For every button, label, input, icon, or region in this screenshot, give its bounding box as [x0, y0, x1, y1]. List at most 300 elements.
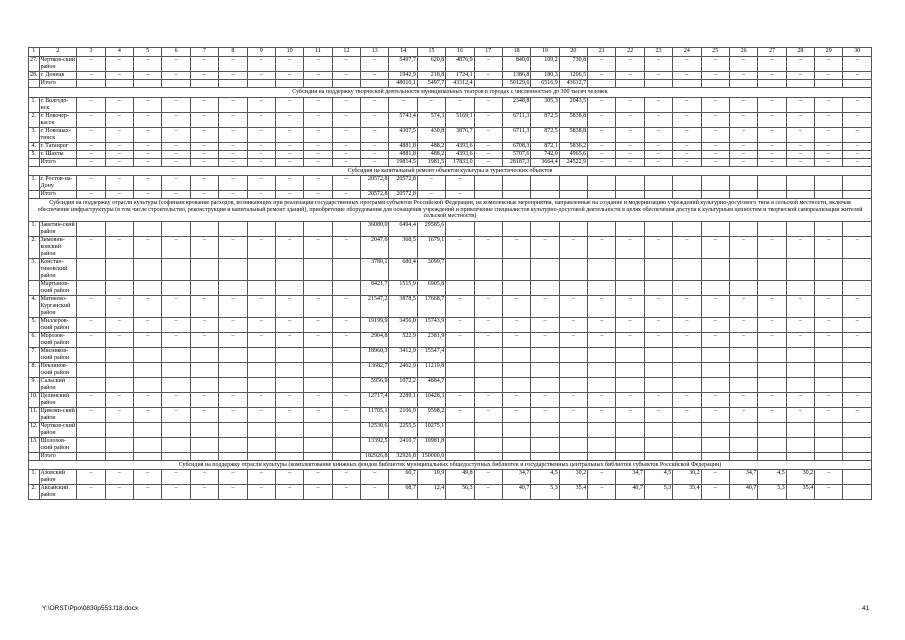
value-cell: – — [134, 112, 162, 127]
value-cell — [446, 452, 474, 460]
value-cell — [502, 362, 530, 377]
value-cell: – — [531, 236, 559, 258]
value-cell — [588, 362, 616, 377]
value-cell: 34,7 — [729, 470, 757, 485]
value-cell: – — [815, 295, 843, 317]
section-title-row — [29, 460, 872, 470]
value-cell — [190, 422, 218, 437]
value-cell — [502, 176, 530, 191]
value-cell: – — [644, 392, 672, 407]
value-cell — [332, 422, 360, 437]
value-cell: – — [219, 236, 247, 258]
value-cell: – — [786, 142, 814, 150]
value-cell: – — [758, 236, 786, 258]
value-cell: – — [190, 72, 218, 80]
value-cell: – — [786, 317, 814, 332]
table-row — [29, 452, 872, 460]
value-cell: 34,7 — [502, 470, 530, 485]
value-cell — [815, 221, 843, 236]
row-number: 5. — [29, 317, 40, 332]
value-cell: – — [843, 158, 872, 166]
value-cell — [332, 258, 360, 280]
value-cell: – — [815, 407, 843, 422]
value-cell: – — [644, 127, 672, 142]
value-cell: – — [77, 332, 105, 347]
row-number: 4. — [29, 142, 40, 150]
value-cell: 872,1 — [531, 142, 559, 150]
row-number — [29, 280, 40, 295]
value-cell: 19199,9 — [361, 317, 389, 332]
row-name: Итого — [39, 80, 77, 88]
row-name: Сальский район — [39, 377, 77, 392]
table-row — [29, 80, 872, 88]
value-cell: 872,5 — [531, 112, 559, 127]
value-cell: 730,8 — [559, 57, 587, 72]
value-cell: – — [247, 142, 275, 150]
row-number: 13. — [29, 437, 40, 452]
row-name: Итого — [39, 191, 77, 199]
value-cell: 1072,2 — [389, 377, 417, 392]
value-cell: – — [219, 127, 247, 142]
value-cell: – — [673, 72, 701, 80]
value-cell: – — [77, 407, 105, 422]
value-cell — [474, 221, 502, 236]
value-cell: 430,8 — [417, 127, 445, 142]
table-row — [29, 112, 872, 127]
value-cell: – — [134, 191, 162, 199]
row-name: Мясников-ский район — [39, 347, 77, 362]
value-cell: – — [815, 142, 843, 150]
value-cell — [275, 80, 303, 88]
value-cell — [559, 258, 587, 280]
value-cell: 40,7 — [729, 485, 757, 500]
value-cell — [729, 422, 757, 437]
value-cell — [701, 422, 729, 437]
value-cell: – — [758, 317, 786, 332]
value-cell: – — [219, 158, 247, 166]
value-cell: – — [588, 317, 616, 332]
value-cell: – — [361, 57, 389, 72]
value-cell: – — [190, 142, 218, 150]
value-cell: – — [474, 97, 502, 112]
value-cell: – — [304, 392, 332, 407]
value-cell — [531, 422, 559, 437]
row-number: 4. — [29, 295, 40, 317]
value-cell: – — [673, 112, 701, 127]
value-cell: – — [474, 236, 502, 258]
table-row — [29, 407, 872, 422]
value-cell — [531, 437, 559, 452]
value-cell: 50129,6 — [502, 80, 530, 88]
value-cell: 40,7 — [616, 485, 644, 500]
value-cell — [644, 221, 672, 236]
value-cell: – — [446, 236, 474, 258]
value-cell: – — [843, 97, 872, 112]
value-cell: – — [701, 470, 729, 485]
row-name: Зимовни-ковский район — [39, 236, 77, 258]
value-cell — [332, 280, 360, 295]
value-cell: – — [304, 72, 332, 80]
value-cell: 1981,5 — [417, 158, 445, 166]
value-cell: 305,3 — [531, 97, 559, 112]
value-cell: – — [134, 127, 162, 142]
value-cell: – — [417, 97, 445, 112]
value-cell: – — [644, 97, 672, 112]
value-cell — [219, 221, 247, 236]
value-cell — [275, 347, 303, 362]
value-cell — [446, 377, 474, 392]
value-cell: 24522,9 — [559, 158, 587, 166]
value-cell: 30,2 — [559, 470, 587, 485]
value-cell: – — [304, 332, 332, 347]
value-cell: 4307,5 — [389, 127, 417, 142]
value-cell — [758, 377, 786, 392]
value-cell: 182926,8 — [361, 452, 389, 460]
value-cell: – — [162, 470, 190, 485]
value-cell — [531, 280, 559, 295]
value-cell: 21547,2 — [361, 295, 389, 317]
table-row — [29, 470, 872, 485]
value-cell: – — [502, 332, 530, 347]
value-cell: – — [190, 57, 218, 72]
value-cell — [474, 280, 502, 295]
value-cell: – — [758, 150, 786, 158]
value-cell — [531, 377, 559, 392]
value-cell — [758, 221, 786, 236]
value-cell: – — [304, 236, 332, 258]
value-cell: – — [332, 72, 360, 80]
value-cell — [616, 347, 644, 362]
value-cell: – — [332, 150, 360, 158]
value-cell: – — [588, 112, 616, 127]
value-cell — [843, 347, 872, 362]
table-row — [29, 221, 872, 236]
value-cell — [701, 377, 729, 392]
value-cell — [446, 362, 474, 377]
value-cell — [559, 362, 587, 377]
value-cell — [502, 452, 530, 460]
table-row — [29, 347, 872, 362]
row-name: Итого — [39, 452, 77, 460]
value-cell: – — [588, 142, 616, 150]
value-cell — [644, 422, 672, 437]
row-number: 12. — [29, 422, 40, 437]
value-cell: – — [247, 112, 275, 127]
section-title-row — [29, 199, 872, 222]
value-cell: 3876,7 — [446, 127, 474, 142]
value-cell — [332, 437, 360, 452]
value-cell: – — [474, 485, 502, 500]
value-cell: – — [644, 158, 672, 166]
value-cell: 68,7 — [389, 485, 417, 500]
value-cell — [77, 437, 105, 452]
value-cell: – — [304, 142, 332, 150]
column-number-cell: 8 — [219, 48, 247, 57]
value-cell — [162, 452, 190, 460]
value-cell: 4881,8 — [389, 142, 417, 150]
value-cell: 5497,7 — [389, 57, 417, 72]
value-cell: – — [361, 142, 389, 150]
value-cell — [332, 80, 360, 88]
value-cell: 3099,7 — [417, 258, 445, 280]
value-cell: – — [247, 150, 275, 158]
value-cell: – — [275, 485, 303, 500]
value-cell — [474, 422, 502, 437]
value-cell — [77, 280, 105, 295]
value-cell: – — [616, 158, 644, 166]
value-cell: – — [361, 150, 389, 158]
value-cell: – — [644, 236, 672, 258]
value-cell: 872,5 — [531, 127, 559, 142]
value-cell — [446, 422, 474, 437]
value-cell: – — [616, 72, 644, 80]
value-cell — [843, 422, 872, 437]
value-cell — [304, 362, 332, 377]
row-number: 8. — [29, 362, 40, 377]
value-cell — [531, 221, 559, 236]
value-cell: 19814,5 — [389, 158, 417, 166]
value-cell: – — [190, 332, 218, 347]
value-cell — [134, 422, 162, 437]
value-cell: 840,0 — [502, 57, 530, 72]
value-cell: – — [729, 127, 757, 142]
value-cell: – — [843, 150, 872, 158]
value-cell: – — [134, 317, 162, 332]
value-cell: 742,0 — [531, 150, 559, 158]
value-cell — [304, 280, 332, 295]
value-cell: 35,4 — [786, 485, 814, 500]
value-cell — [616, 80, 644, 88]
value-cell — [588, 176, 616, 191]
value-cell: 40,7 — [502, 485, 530, 500]
value-cell — [729, 280, 757, 295]
value-cell: – — [474, 57, 502, 72]
value-cell: – — [502, 317, 530, 332]
value-cell: – — [701, 57, 729, 72]
value-cell: 1679,1 — [417, 236, 445, 258]
row-number — [29, 158, 40, 166]
value-cell: – — [729, 392, 757, 407]
value-cell: – — [616, 407, 644, 422]
value-cell: – — [644, 57, 672, 72]
value-cell: 5169,1 — [446, 112, 474, 127]
value-cell — [474, 452, 502, 460]
column-number-cell: 26 — [729, 48, 757, 57]
value-cell: 3412,9 — [389, 347, 417, 362]
value-cell — [219, 347, 247, 362]
value-cell: – — [758, 57, 786, 72]
column-number-cell: 30 — [843, 48, 872, 57]
value-cell: – — [105, 392, 133, 407]
value-cell: – — [105, 407, 133, 422]
value-cell: – — [219, 97, 247, 112]
value-cell: – — [502, 236, 530, 258]
value-cell — [673, 452, 701, 460]
value-cell — [502, 347, 530, 362]
value-cell: – — [588, 97, 616, 112]
value-cell — [162, 437, 190, 452]
value-cell — [531, 191, 559, 199]
value-cell: – — [77, 72, 105, 80]
column-number-cell: 2 — [39, 48, 77, 57]
value-cell: – — [758, 332, 786, 347]
value-cell: 20572,8 — [361, 176, 389, 191]
value-cell — [275, 280, 303, 295]
value-cell — [474, 362, 502, 377]
value-cell: – — [275, 176, 303, 191]
value-cell: – — [815, 57, 843, 72]
value-cell: 488,2 — [417, 142, 445, 150]
value-cell: – — [219, 191, 247, 199]
value-cell: – — [361, 97, 389, 112]
column-number-cell: 7 — [190, 48, 218, 57]
value-cell: 6905,8 — [417, 280, 445, 295]
value-cell: – — [247, 97, 275, 112]
value-cell: 15743,9 — [417, 317, 445, 332]
value-cell: – — [219, 392, 247, 407]
row-number: 3. — [29, 258, 40, 280]
value-cell: – — [758, 97, 786, 112]
value-cell: – — [247, 176, 275, 191]
value-cell: – — [361, 112, 389, 127]
value-cell: – — [588, 127, 616, 142]
value-cell: – — [644, 295, 672, 317]
value-cell: – — [219, 317, 247, 332]
value-cell: – — [843, 112, 872, 127]
value-cell: – — [105, 112, 133, 127]
value-cell — [105, 258, 133, 280]
value-cell: 488,2 — [417, 150, 445, 158]
column-number-cell: 20 — [559, 48, 587, 57]
value-cell — [190, 80, 218, 88]
value-cell: – — [219, 57, 247, 72]
value-cell: – — [105, 332, 133, 347]
value-cell — [588, 280, 616, 295]
value-cell — [474, 377, 502, 392]
value-cell: – — [162, 176, 190, 191]
value-cell — [77, 80, 105, 88]
value-cell: – — [758, 72, 786, 80]
value-cell: – — [701, 97, 729, 112]
value-cell: 5707,6 — [502, 150, 530, 158]
value-cell — [134, 347, 162, 362]
value-cell — [701, 221, 729, 236]
value-cell: – — [786, 112, 814, 127]
value-cell: – — [673, 127, 701, 142]
value-cell — [616, 176, 644, 191]
value-cell: – — [729, 407, 757, 422]
value-cell — [815, 258, 843, 280]
value-cell: – — [275, 142, 303, 150]
value-cell — [502, 422, 530, 437]
value-cell — [559, 377, 587, 392]
section-title-row — [29, 88, 872, 98]
value-cell — [559, 191, 587, 199]
value-cell — [701, 80, 729, 88]
value-cell: 2410,7 — [389, 437, 417, 452]
value-cell: – — [815, 112, 843, 127]
value-cell: – — [786, 127, 814, 142]
value-cell — [616, 280, 644, 295]
value-cell — [786, 422, 814, 437]
value-cell: – — [559, 236, 587, 258]
value-cell: – — [559, 317, 587, 332]
value-cell: – — [588, 57, 616, 72]
table-row — [29, 392, 872, 407]
value-cell — [673, 347, 701, 362]
value-cell: 2255,5 — [389, 422, 417, 437]
value-cell: – — [134, 485, 162, 500]
value-cell — [190, 221, 218, 236]
value-cell: – — [77, 295, 105, 317]
value-cell: 522,9 — [389, 332, 417, 347]
value-cell: – — [446, 317, 474, 332]
value-cell — [843, 191, 872, 199]
value-cell: 2043,5 — [559, 97, 587, 112]
section-title: Субсидия на поддержку отрасли культуры (софинансирование расходов, возникающих при реализации государственных программ субъектов Российской Федерации, на комплексные мероприятия, направленные на создание и модернизацию учреждений культурно-досугового типа в сельской местности, включая обеспечение инфраструктуры (в том числе строительство, реконструкция и капитальный ремонт зданий), приобретение оборудования для оснащения учреждений и привлечение специалистов культурно-досуговой деятельности в целях обеспечения доступа к культурным ценностям и творческой самореализации жителей сельской местности) — [29, 199, 872, 222]
value-cell — [304, 221, 332, 236]
value-cell — [815, 191, 843, 199]
column-number-cell: 18 — [502, 48, 530, 57]
value-cell: – — [701, 392, 729, 407]
value-cell: – — [219, 176, 247, 191]
value-cell: 680,4 — [389, 258, 417, 280]
value-cell: – — [247, 72, 275, 80]
page-number: 41 — [862, 605, 870, 612]
value-cell: – — [389, 97, 417, 112]
value-cell — [531, 347, 559, 362]
value-cell: – — [701, 407, 729, 422]
table-row — [29, 437, 872, 452]
value-cell: – — [332, 142, 360, 150]
column-number-cell: 1 — [29, 48, 40, 57]
value-cell: – — [843, 295, 872, 317]
value-cell: – — [190, 236, 218, 258]
value-cell: 4393,6 — [446, 150, 474, 158]
value-cell: – — [729, 72, 757, 80]
row-name: Цимлян-ский район — [39, 407, 77, 422]
value-cell: – — [332, 485, 360, 500]
value-cell: 4,5 — [531, 470, 559, 485]
value-cell: – — [190, 97, 218, 112]
value-cell — [701, 437, 729, 452]
value-cell: – — [616, 142, 644, 150]
column-number-cell: 3 — [77, 48, 105, 57]
value-cell — [247, 437, 275, 452]
row-name: г. Новочер-касск — [39, 112, 77, 127]
value-cell — [219, 452, 247, 460]
value-cell — [162, 377, 190, 392]
value-cell: – — [644, 332, 672, 347]
column-number-cell: 22 — [616, 48, 644, 57]
table-row — [29, 57, 872, 72]
value-cell: 29585,6 — [417, 221, 445, 236]
value-cell: – — [474, 317, 502, 332]
value-cell: – — [531, 407, 559, 422]
value-cell — [247, 347, 275, 362]
value-cell: 4876,9 — [446, 57, 474, 72]
value-cell: 5838,8 — [559, 112, 587, 127]
value-cell: – — [275, 57, 303, 72]
value-cell: – — [275, 392, 303, 407]
value-cell: 574,3 — [417, 112, 445, 127]
value-cell: – — [332, 407, 360, 422]
value-cell: – — [105, 176, 133, 191]
value-cell: – — [701, 236, 729, 258]
value-cell — [502, 191, 530, 199]
value-cell: – — [219, 112, 247, 127]
value-cell — [673, 422, 701, 437]
